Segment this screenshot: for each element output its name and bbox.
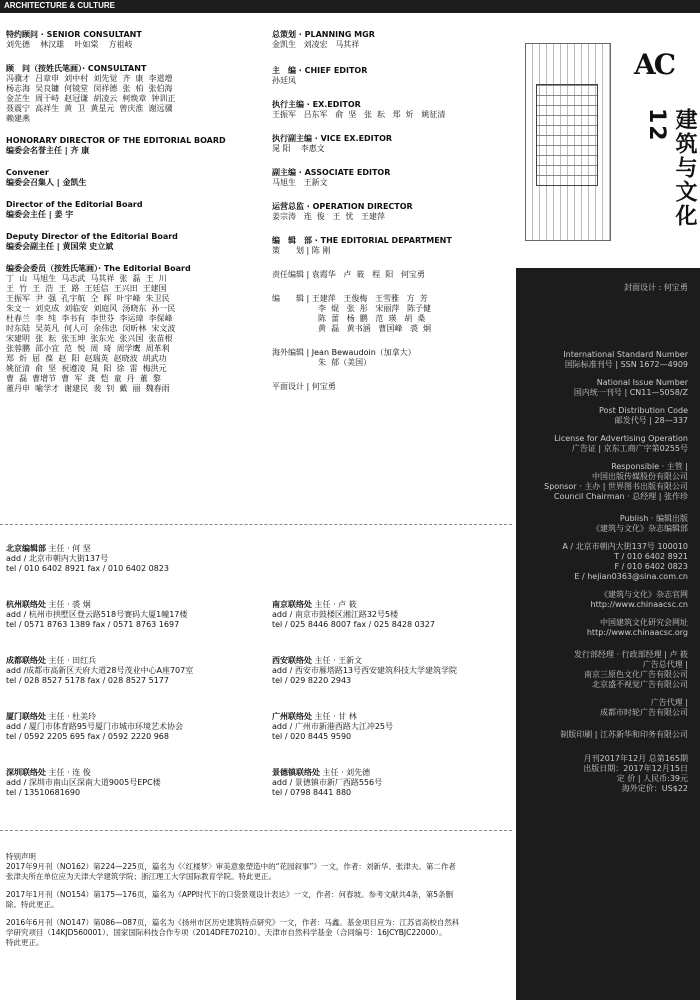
office-address: add / 南京市鼓楼区湘江路32号5楼 [272,610,399,619]
responsible-editors: 责任编辑 | 袁霞华 卢 筱 程 阳 何宝勇 [272,270,425,279]
deputy-title: Deputy Director of the Editorial Board [6,232,178,241]
cover-image [525,43,611,241]
exec-names: 王振军 吕东军 俞 坚 张 耘 郑 炘 姚征清 [272,110,446,119]
operation-title: 运营总监 · OPERATION DIRECTOR [272,202,413,211]
overseas-editor: 朱 郁（美国） [318,358,372,367]
office-name: 厦门联络处 [6,712,46,721]
members-row: 王振军 尹 强 孔宇航 仝 晖 叶宇峰 朱卫民 [6,294,170,303]
office-head: 主任 · 田红兵 [48,656,97,665]
cover-logo: AC [634,48,675,81]
members-row: 郑 炘 屈 葆 赵 阳 赵瑞英 赵晓波 胡武功 [6,354,167,363]
office-tel: tel / 0592 2205 695 fax / 0592 2220 968 [6,732,169,741]
members-row: 杜春兰 李 纯 李书有 李世芬 李运璋 李保峰 [6,314,173,323]
publish: Publish · 编辑出版 [619,514,688,523]
post-cn: 邮发代号 | 28—337 [614,416,688,425]
graphic-design: 平面设计 | 何宝勇 [272,382,336,391]
office-chengdu [6,656,256,686]
office-tel: tel / 010 6402 8921 fax / 010 6402 0823 [6,564,169,573]
editors-row: 黄 磊 黄书涵 曹国峰 裘 炯 [318,324,432,333]
notice-line: 除。特此更正。 [6,900,59,909]
cn-en: National Issue Number [596,378,688,387]
consult-row: 金芷生 周干峙 赵冠谦 胡凌云 柯焕章 钟训正 [6,94,176,103]
office-tel: tel / 13510681690 [6,788,81,797]
website-url[interactable]: http://www.chinaacsc.cn [590,600,688,609]
office-tel: tel / 020 8445 9590 [272,732,352,741]
cn-cn: 国内统一刊号 | CN11—5058/Z [573,388,688,397]
exec-title: 执行主编 · EX.EDITOR [272,100,361,109]
website-title: 《建筑与文化》杂志官网 [600,590,688,599]
price: 定 价 | 人民币:39元 [616,774,688,783]
cover-credit: 封面设计 : 何宝勇 [624,283,688,292]
assoc-website-url[interactable]: http://www.chinaacsc.org [586,628,688,637]
members-row: 丁 山 马旭生 马志武 马其祥 张 磊 王 川 [6,274,167,283]
office-tel: tel / 028 8527 5178 fax / 028 8527 5177 [6,676,169,685]
assoc-website-title: 中国建筑文化研究会网址 [600,618,688,627]
members-row: 张蓉鹏 邵小宜 范 悦 周 琦 周学鹰 周革利 [6,344,170,353]
printer: 制版印刷 | 江苏新华和印务有限公司 [560,730,688,739]
planning-title: 总策划 · PLANNING MGR [272,30,375,39]
responsible: Responsible · 主管 | [611,462,688,471]
chief-title: 主 编 · CHIEF EDITOR [272,66,368,75]
header-title: ARCHITECTURE & CULTURE [4,1,115,10]
left-column [6,30,261,394]
vice-names: 晁 阳 李惠文 [272,144,325,153]
convener-title: Convener [6,168,49,177]
cover-title: 建筑与文化 12 [644,108,697,228]
consult-title: 顾 问（按姓氏笔画）· CONSULTANT [6,64,147,73]
divider [0,524,512,525]
members-row: 时东陆 吴英凡 何人可 余伟忠 闵昕林 宋文波 [6,324,176,333]
office-beijing [6,544,256,574]
office-guangzhou [272,712,512,742]
office-nanjing [272,600,512,630]
consult-row: 赖建燕 [6,114,30,123]
ad-en: License for Advertising Operation [554,434,688,443]
dept-title: 编 辑 部 · THE EDITORIAL DEPARTMENT [272,236,452,245]
ad-agent: 广告代理 | [650,698,688,707]
office-name: 广州联络处 [272,712,312,721]
office-head: 主任 · 何 坚 [48,544,91,553]
office-head: 主任 · 甘 林 [314,712,357,721]
office-hangzhou [6,600,256,630]
dept-planner: 策 划 | 陈 刚 [272,246,331,255]
editors-row: 李 焜 张 彤 宋丽萍 陈子健 [318,304,432,313]
responsible-org: 中国出版传媒股份有限公司 [592,472,688,481]
convener-name: 编委会召集人 | 金凯生 [6,178,87,187]
office-address: add /成都市高新区天府大道28号茂业中心A座707室 [6,666,194,675]
office-head: 主任 · 卢 筱 [314,600,357,609]
office-name: 深圳联络处 [6,768,46,777]
office-name: 成都联络处 [6,656,46,665]
notice-line: 2016年6月刊（NO147）第086—087页，篇名为《扬州市区历史建筑特点研究》一文，作者：马鑫。基金项目应为：江苏省高校自然科 [6,918,460,927]
vice-title: 执行副主编 · VICE EX.EDITOR [272,134,393,143]
office-address: add / 北京市朝内大街137号 [6,554,109,563]
ad-general-agent: 广告总代理 | [642,660,688,669]
office-xian [272,656,512,686]
senior-names: 刘先德 林汉雄 叶如棠 方祖岐 [6,40,133,49]
ad-agent-org: 南京三原色文化广告有限公司 [584,670,688,679]
issn-cn: 国际标准刊号 | SSN 1672—4909 [564,360,688,369]
members-row: 董丹申 喻学才 谢建民 裴 钊 戴 丽 魏春雨 [6,384,170,393]
assoc-names: 马旭生 王新文 [272,178,328,187]
office-name: 南京联络处 [272,600,312,609]
notice-line: 张津夫所在单位应为天津大学建筑学院；浙江理工大学国际教育学院。特此更正。 [6,872,276,881]
consult-row: 冯骥才 吕章申 刘中村 刘先觉 齐 康 李道增 [6,74,173,83]
office-address: add / 杭州市拱墅区登云路518号赛码大厦1幢17楼 [6,610,188,619]
editors-row: 编 辑 | 王建萍 王俊梅 王雪雅 方 芳 [272,294,428,303]
members-row: 王 竹 王 浩 王 路 王廷信 王兴田 王建国 [6,284,167,293]
overseas-editor: 海外编辑 | Jean Bewaudoin（加拿大） [272,348,416,357]
honor-name: 编委会名誉主任 | 齐 康 [6,146,90,155]
director-name: 编委会主任 | 姜 宇 [6,210,74,219]
office-tel: tel / 029 8220 2943 [272,676,352,685]
chairman: Council Chairman · 总经理 | 张作珍 [553,492,688,501]
ad-agent-org: 北京盛不视觉广告有限公司 [592,680,688,689]
overseas-price: 海外定价：US$22 [621,784,688,793]
office-xiamen [6,712,256,742]
ad-agent-org: 成都市时轮广告有限公司 [600,708,688,717]
office-head: 主任 · 连 俊 [48,768,91,777]
office-name: 北京编辑部 [6,544,46,553]
honor-title: HONORARY DIRECTOR OF THE EDITORIAL BOARD [6,136,226,145]
notice [6,852,512,948]
notice-line: 特此更正。 [6,938,44,947]
office-head: 主任 · 刘先德 [322,768,371,777]
middle-column [272,30,512,392]
editors-row: 陈 蕾 杨 鹏 范 瑛 胡 桑 [318,314,426,323]
notice-line: 2017年9月刊（NO162）第224—225页，篇名为《〈红楼梦〉审美意象塑造中的“花园叙事”》一文，作者：刘新华、张津夫。第二作者 [6,862,456,871]
members-row: 宋建明 张 耘 张玉坤 张东光 张兴国 张苗根 [6,334,173,343]
operation-names: 姜宗涛 连 俊 王 忧 王建萍 [272,212,386,221]
publish-date: 出版日期：2017年12月15日 [583,764,688,773]
issue-info: 月刊2017年12月 总第165期 [583,754,688,763]
members-title: 编委会委员（按姓氏笔画）· The Editorial Board [6,264,191,273]
office-address: add / 西安市雁塔路13号西安建筑科技大学建筑学院 [272,666,458,675]
office-head: 主任 · 杜美玲 [48,712,97,721]
deputy-name: 编委会副主任 | 黄国荣 史立斌 [6,242,114,251]
email: E / hejian0363@sina.com.cn [574,572,688,581]
office-name: 杭州联络处 [6,600,46,609]
office-address: add / 深圳市南山区深南大道9005号EPC楼 [6,778,161,787]
members-row: 姚征清 俞 坚 祝遵凌 晁 阳 徐 雷 梅洪元 [6,364,167,373]
office-address: add / 景德镇市新厂西路556号 [272,778,383,787]
publish-org: 《建筑与文化》杂志编辑部 [592,524,688,533]
senior-title: 特约顾问 · SENIOR CONSULTANT [6,30,142,39]
divider [0,830,512,831]
office-address: add / 厦门市体育路95号厦门市城市环境艺术协会 [6,722,184,731]
office-address: add / 广州市新港西路大江冲25号 [272,722,394,731]
sponsor: Sponsor · 主办 | 世界图书出版有限公司 [544,482,688,491]
planning-names: 金凯生 刘凌宏 马其祥 [272,40,360,49]
office-jingdezhen [272,768,512,798]
office-name: 西安联络处 [272,656,312,665]
post-en: Post Distribution Code [599,406,688,415]
distribution-manager: 发行部经理 · 行政部经理 | 卢 筱 [574,650,688,659]
consult-row: 聂震宁 高祥生 黄 卫 黄星元 曾庆淮 谢远骥 [6,104,173,113]
issn-en: International Standard Number [563,350,688,359]
notice-line: 学研究项目（14KJD560001）、国家国际科技合作专项（2014DFE70210）、天津市自然科学基金（合同编号：16JCYBJC22000）。 [6,928,447,937]
office-tel: tel / 025 8446 8007 fax / 025 8428 0327 [272,620,435,629]
telephone: T / 010 6402 8921 [614,552,688,561]
director-title: Director of the Editorial Board [6,200,143,209]
cover-thumbnail [516,13,700,268]
office-head: 主任 · 王新文 [314,656,363,665]
notice-title: 特别声明 [6,852,36,861]
office-tel: tel / 0798 8441 880 [272,788,352,797]
address: A / 北京市朝内大街137号 100010 [562,542,688,551]
fax: F / 010 6402 0823 [614,562,688,571]
header-bar [0,0,700,13]
chief-name: 孙廷凤 [272,76,296,85]
members-row: 朱文一 刘克成 刘临安 刘庭风 汤晓东 孙一民 [6,304,176,313]
office-shenzhen [6,768,256,798]
notice-line: 2017年1月刊（NO154）第175—176页，篇名为《APP时代下的口袋景观设计表达》一文，作者：何春坡。参考文献共4条，第5条删 [6,890,454,899]
office-head: 主任 · 裘 炯 [48,600,91,609]
consult-row: 杨志海 吴良镛 何镜堂 闵祥德 张 柏 张伯海 [6,84,173,93]
issn-block [544,350,688,794]
assoc-title: 副主编 · ASSOCIATE EDITOR [272,168,391,177]
office-name: 景德镇联络处 [272,768,320,777]
ad-cn: 广告证 | 京东工商广字第0255号 [571,444,688,453]
members-row: 曹 磊 曹增节 曹 军 龚 恺 童 丹 董 黎 [6,374,161,383]
office-tel: tel / 0571 8763 1389 fax / 0571 8763 1697 [6,620,180,629]
